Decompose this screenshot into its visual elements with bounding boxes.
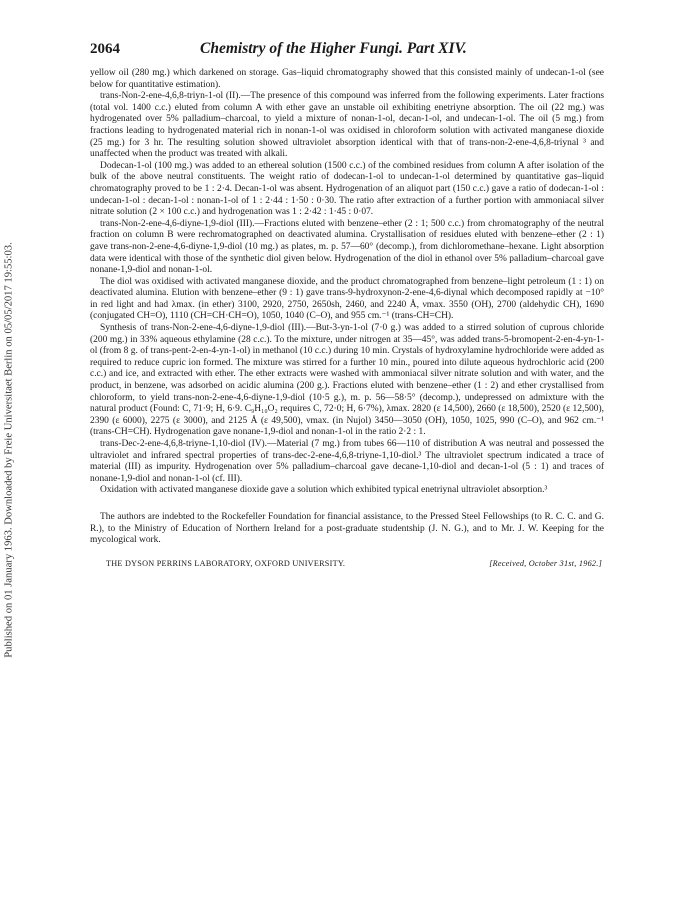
download-notice	[2, 150, 16, 750]
page	[90, 40, 604, 568]
paragraph: Dodecan-1-ol (100 mg.) was added to an ethereal solution (1500 c.c.) of the combined residues from column A after isolation of the bulk of the above neutral constituents. The weight ratio of dodecan-1-ol to undecan-1-ol determined by quantitative gas–liquid chromatography proved to be 1 : 2·4. Decan-1-ol was absent. Hydrogenation of an aliquot part (150 c.c.) gave a ratio of dodecan-1-ol : undecan-1-ol : decan-1-ol : nonan-1-ol of 1 : 2·44 : 1·50 : 0·30. The ratio after extraction of a further portion with ammoniacal silver nitrate solution (2 × 100 c.c.) and hydrogenation was 1 : 2·42 : 1·45 : 0·07.	[90, 160, 604, 218]
paragraph: trans-Dec-2-ene-4,6,8-triyne-1,10-diol (IV).—Material (7 mg.) from tubes 66—110 of distribution A was neutral and possessed the ultraviolet and infrared spectral properties of trans-dec-2-ene-4,6,8-triyne-1,10-diol.³ The ultraviolet spectrum indicated a trace of material (III) as impurity. Hydrogenation over 5% palladium–charcoal gave decane-1,10-diol and decan-1-ol (5 : 1) and traces of nonane-1,9-diol and nonan-1-ol (cf. III).	[90, 439, 604, 484]
paragraph: yellow oil (280 mg.) which darkened on storage. Gas–liquid chromatography showed that this consisted mainly of undecan-1-ol (see below for quantitative estimation).	[90, 68, 604, 90]
paragraph: Synthesis of trans-Non-2-ene-4,6-diyne-1,9-diol (III).—But-3-yn-1-ol (7·0 g.) was added to a stirred solution of cuprous chloride (200 mg.) in 33% aqueous ethylamine (28 c.c.). To the mixture, under nitrogen at 35—45°, was added trans-5-bromopent-2-en-4-yn-1-ol (from 8 g. of trans-pent-2-en-4-yn-1-ol) in methanol (10 c.c.) during 10 min. Crystals of hydroxylamine hydrochloride were added as required to reduce cupric ion formed. The mixture was stirred for a further 10 min., poured into dilute aqueous hydrochloric acid (200 c.c.) and ice, and extracted with ether. The ether extracts were washed with ammoniacal silver nitrate solution and with water, and the product, in benzene, was adsorbed on acidic alumina (200 g.). Fractions eluted with benzene–ether (1 : 2) and ether crystallised from chloroform, to yield trans-non-2-ene-4,6-diyne-1,9-diol (10·5 g.), m. p. 56—58·5° (decomp.), undepressed on admixture with the natural product (Found: C, 71·9; H, 6·9. C₉H₁₀O₂ requires C, 72·0; H, 6·7%), λmax. 2820 (ε 14,500), 2660 (ε 18,500), 2520 (ε 12,500), 2390 (ε 6000), 2275 (ε 3000), and 2125 Å (ε 49,500), νmax. (in Nujol) 3450—3050 (OH), 1050, 1025, 990 (C–O), and 962 cm.⁻¹ (trans-CH=CH). Hydrogenation gave nonane-1,9-diol and nonan-1-ol in the ratio 2·2 : 1.	[90, 323, 604, 438]
laboratory-address: THE DYSON PERRINS LABORATORY, OXFORD UNIVERSITY.	[106, 558, 346, 568]
running-title: Chemistry of the Higher Fungi. Part XIV.	[200, 40, 467, 57]
page-header	[90, 40, 604, 68]
signature-line	[90, 559, 604, 568]
received-date: [Received, October 31st, 1962.]	[489, 558, 602, 568]
download-notice-text: Published on 01 January 1963. Downloaded by Freie Universitaet Berlin on 05/05/2017 19:55:03.	[3, 242, 15, 658]
paragraph: trans-Non-2-ene-4,6,8-triyn-1-ol (II).—The presence of this compound was inferred from the following experiments. Later fractions (total vol. 1400 c.c.) eluted from column A with ether gave an unstable oil exhibiting enetriyne absorption. The oil (22 mg.) was hydrogenated over 5% palladium–charcoal, to yield a mixture of nonan-1-ol, decan-1-ol, and undecan-1-ol. The oil (5 mg.) from fractions leading to hydrogenated material rich in nonan-1-ol was oxidised in chloroform solution with activated manganese dioxide (25 mg.) for 3 hr. The resulting solution showed ultraviolet absorption identical with that of trans-non-2-ene-4,6,8-triynal ³ and unaffected when the product was treated with alkali.	[90, 91, 604, 160]
article-body	[90, 68, 604, 547]
paragraph: Oxidation with activated manganese dioxide gave a solution which exhibited typical enetriynal ultraviolet absorption.³	[100, 485, 548, 496]
page-number: 2064	[90, 41, 120, 57]
paragraph: The diol was oxidised with activated manganese dioxide, and the product chromatographed from benzene–light petroleum (1 : 1) on deactivated alumina. Elution with benzene–ether (9 : 1) gave trans-9-hydroxynon-2-ene-4,6-diynal which decomposed rapidly at −10° in red light and had λmax. (in ether) 3100, 2920, 2750, 2650sh, 2460, and 2240 Å, νmax. 3550 (OH), 2700 (aldehydic CH), 1690 (conjugated CH=O), 1110 (CH=CH·CH=O), 1050, 1040 (C–O), and 955 cm.⁻¹ (trans-CH=CH).	[90, 276, 604, 322]
acknowledgement: The authors are indebted to the Rockefeller Foundation for financial assistance, to the Pressed Steel Fellowships (to R. C. C. and G. R.), to the Ministry of Education of Northern Ireland for a post-graduate studentship (J. N. G.), and to Mr. J. W. Keeping for the mycological work.	[90, 511, 604, 546]
paragraph: trans-Non-2-ene-4,6-diyne-1,9-diol (III).—Fractions eluted with benzene–ether (2 : 1; 500 c.c.) from chromatography of the neutral fraction on column B were rechromatographed on deactivated alumina. Crystallisation of residues eluted with benzene–ether (2 : 1) gave trans-non-2-ene-4,6-diyne-1,9-diol (10 mg.) as plates, m. p. 57—60° (decomp.), from dichloromethane–hexane. Light absorption data were identical with those of the synthetic diol given below. Hydrogenation of the diol in ethanol over 5% palladium–charcoal gave nonane-1,9-diol and nonan-1-ol.	[90, 218, 604, 276]
